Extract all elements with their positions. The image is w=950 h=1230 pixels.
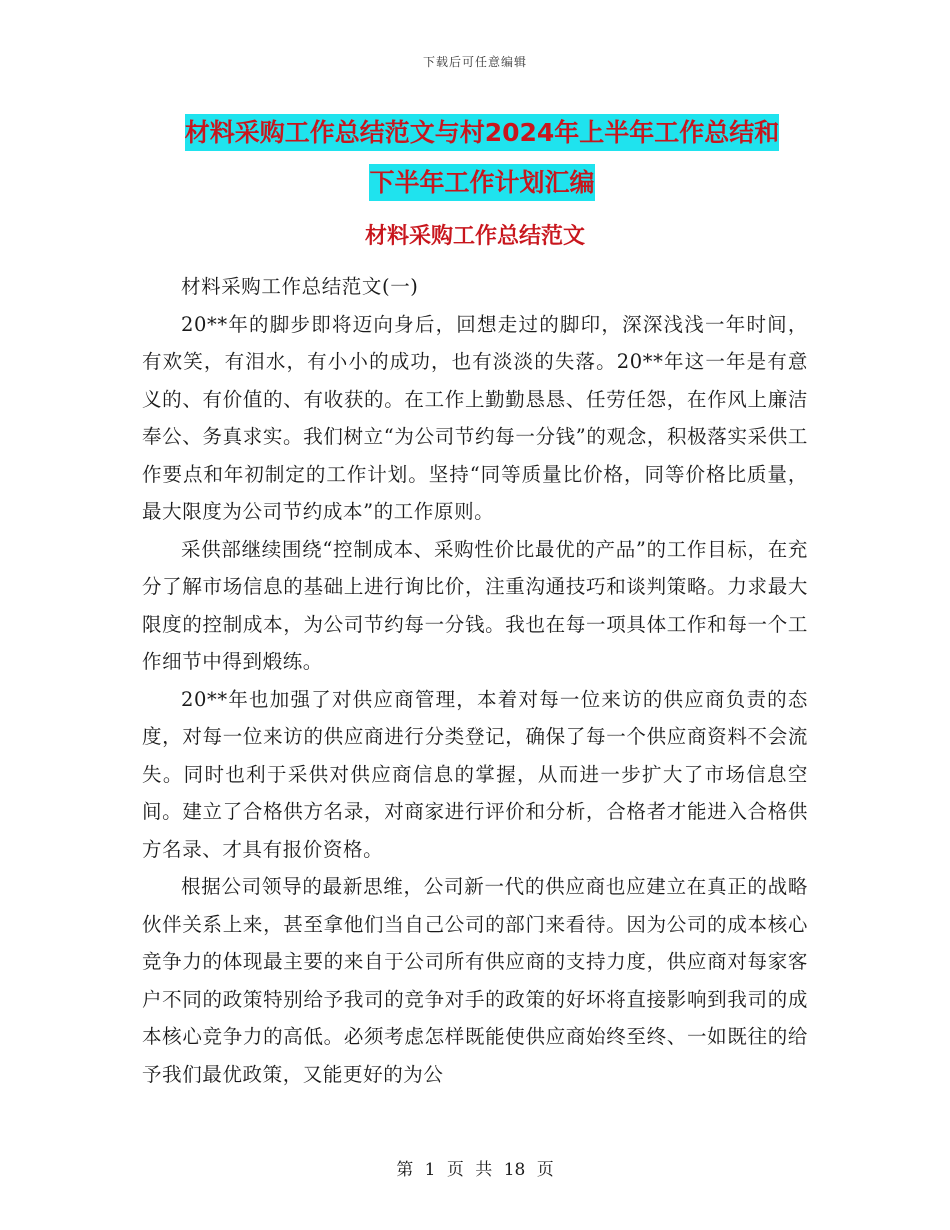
page-number-footer: 第 1 页 共 18 页 [396, 1160, 554, 1180]
paragraph: 20**年的脚步即将迈向身后，回想走过的脚印，深深浅浅一年时间，有欢笑，有泪水，有小小的成功，也有淡淡的失落。20**年这一年是有意义的、有价值的、有收获的。在工作上勤勤恳恳、任劳任怨，在作风上廉洁奉公、务真求实。我们树立“为公司节约每一分钱”的观念，积极落实采供工作要点和年初制定的工作计划。坚持“同等质量比价格，同等价格比质量，最大限度为公司节约成本”的工作原则。 [142, 312, 808, 523]
paragraph: 20**年也加强了对供应商管理，本着对每一位来访的供应商负责的态度，对每一位来访的供应商进行分类登记，确保了每一个供应商资料不会流失。同时也利于采供对供应商信息的掌握，从而进一步扩大了市场信息空间。建立了合格供方名录，对商家进行评价和分析，合格者才能进入合格供方名录、才具有报价资格。 [142, 687, 808, 861]
paragraph-subtitle: 材料采购工作总结范文(一) [181, 275, 419, 298]
document-title-line-1: 材料采购工作总结范文与村2024年上半年工作总结和 [185, 114, 780, 151]
document-title-line-2: 下半年工作计划汇编 [369, 164, 594, 201]
section-title: 材料采购工作总结范文 [364, 224, 585, 249]
paragraph: 采供部继续围绕“控制成本、采购性价比最优的产品”的工作目标，在充分了解市场信息的基础上进行询比价，注重沟通技巧和谈判策略。力求最大限度的控制成本，为公司节约每一分钱。我也在每一项具体工作和每一个工作细节中得到煅练。 [142, 537, 808, 673]
document-title [142, 108, 822, 208]
page-header-note: 下载后可任意编辑 [422, 55, 527, 69]
document-body [142, 268, 808, 1093]
paragraph: 根据公司领导的最新思维，公司新一代的供应商也应建立在真正的战略伙伴关系上来，甚至拿他们当自己公司的部门来看待。因为公司的成本核心竞争力的体现最主要的来自于公司所有供应商的支持力度，供应商对每家客户不同的政策特别给予我司的竞争对手的政策的好坏将直接影响到我司的成本核心竞争力的高低。必须考虑怎样既能使供应商始终至终、一如既往的给予我们最优政策，又能更好的为公 [142, 875, 808, 1086]
